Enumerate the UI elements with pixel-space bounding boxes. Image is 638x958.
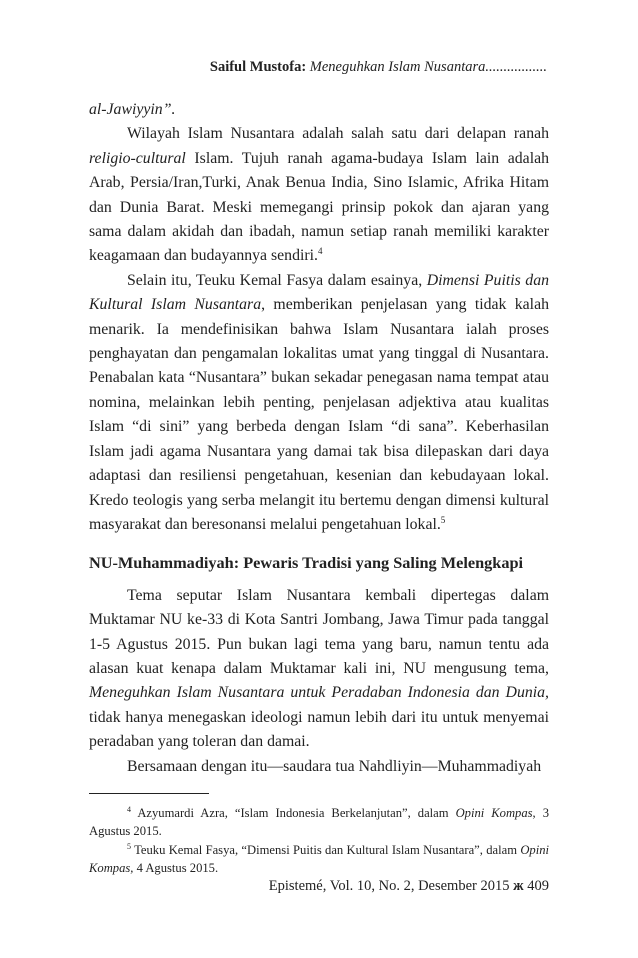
footnote-ref-4[interactable]: 4 bbox=[317, 246, 323, 257]
term-al-jawiyyin: al-Jawiyyin”. bbox=[89, 101, 176, 118]
footnote-number: 5 bbox=[127, 841, 131, 851]
paragraph-3: Tema seputar Islam Nusantara kembali dipertegas dalam Muktamar NU ke-33 di Kota Santri Jombang, Jawa Timur pada tanggal 1-5 Agustus 2015. Pun bukan lagi tema yang baru, namun tentu ada alasan kuat kenapa dalam Muktamar kali ini, NU mengusung tema, Meneguhkan Islam Nusantara untuk Peradaban Indonesia dan Dunia, tidak hanya menegaskan ideologi namun lebih dari itu untuk menyemai peradaban yang toleran dan damai. bbox=[89, 586, 549, 751]
footnote-4: $^4$ Azyumardi Azra, “Islam Indonesia Berkelanjutan”, dalam Opini Kompas, 3 Agustus 2015. bbox=[89, 804, 549, 839]
footnote-divider bbox=[89, 793, 209, 794]
running-footer bbox=[269, 878, 549, 895]
footnote-ref-5[interactable]: 5 bbox=[440, 514, 446, 525]
running-header bbox=[210, 59, 547, 76]
term-religio-cultural: religio-cultural bbox=[89, 149, 186, 167]
header-author: Saiful Mustofa: bbox=[209, 59, 307, 75]
footnotes bbox=[89, 804, 549, 878]
footnote-5: $^5$ Teuku Kemal Fasya, “Dimensi Puitis dan Kultural Islam Nusantara”, dalam Opini Kompas, 4 Agustus 2015. bbox=[89, 841, 549, 876]
essay-title: Dimensi Puitis dan Kultural Islam Nusantara bbox=[89, 271, 549, 314]
article-body bbox=[89, 98, 549, 878]
header-article-title: Meneguhkan Islam Nusantara................. bbox=[309, 59, 547, 75]
journal-name: Epistemé bbox=[268, 878, 323, 894]
ornament-mark: ж bbox=[513, 878, 524, 894]
paragraph-continuation bbox=[89, 98, 549, 122]
paragraph-2: Selain itu, Teuku Kemal Fasya dalam esainya, Dimensi Puitis dan Kultural Islam Nusantara, memberikan penjelasan yang tidak kalah menarik. Ia mendefinisikan bahwa Islam Nusantara ialah proses penghayatan dan pengamalan lokalitas umat yang tinggal di Nusantara. Penabalan kata “Nusantara” bukan sekadar penegasan nama tempat atau nomina, melainkan lebih penting, penjelasan adjektiva atau kualitas Islam “di sini” yang berbeda dengan Islam “di sana”. Keberhasilan Islam jadi agama Nusantara yang damai tak bisa dilepaskan dari daya adaptasi dan resiliensi pengetahuan, kesenian dan kebudayaan lokal. Kredo teologis yang serba melangit itu bertemu dengan dimensi kultural masyarakat dan beresonansi melalui pengetahuan lokal.$^5$ bbox=[89, 271, 549, 533]
paragraph-1: Wilayah Islam Nusantara adalah salah satu dari delapan ranah religio-cultural Islam. Tujuh ranah agama-budaya Islam lain adalah Arab, Persia/Iran,Turki, Anak Benua India, Sino Islamic, Afrika Hitam dan Dunia Barat. Meski memegangi prinsip pokok dan ajaran yang sama dalam akidah dan ibadah, namun setiap ranah memiliki karakter keagamaan dan budayannya sendiri.$^4$ bbox=[89, 125, 549, 265]
footnote-number: 4 bbox=[127, 804, 131, 814]
section-heading: NU-Muhammadiyah: Pewaris Tradisi yang Saling Melengkapi bbox=[89, 553, 524, 573]
muktamar-theme: Meneguhkan Islam Nusantara untuk Peradaban Indonesia dan Dunia, bbox=[89, 684, 549, 702]
paragraph-4: Bersamaan dengan itu—saudara tua Nahdliyin—Muhammadiyah bbox=[127, 757, 542, 775]
page-number: 409 bbox=[527, 878, 549, 894]
journal-volume: , Vol. 10, No. 2, Desember 2015 bbox=[322, 878, 510, 894]
